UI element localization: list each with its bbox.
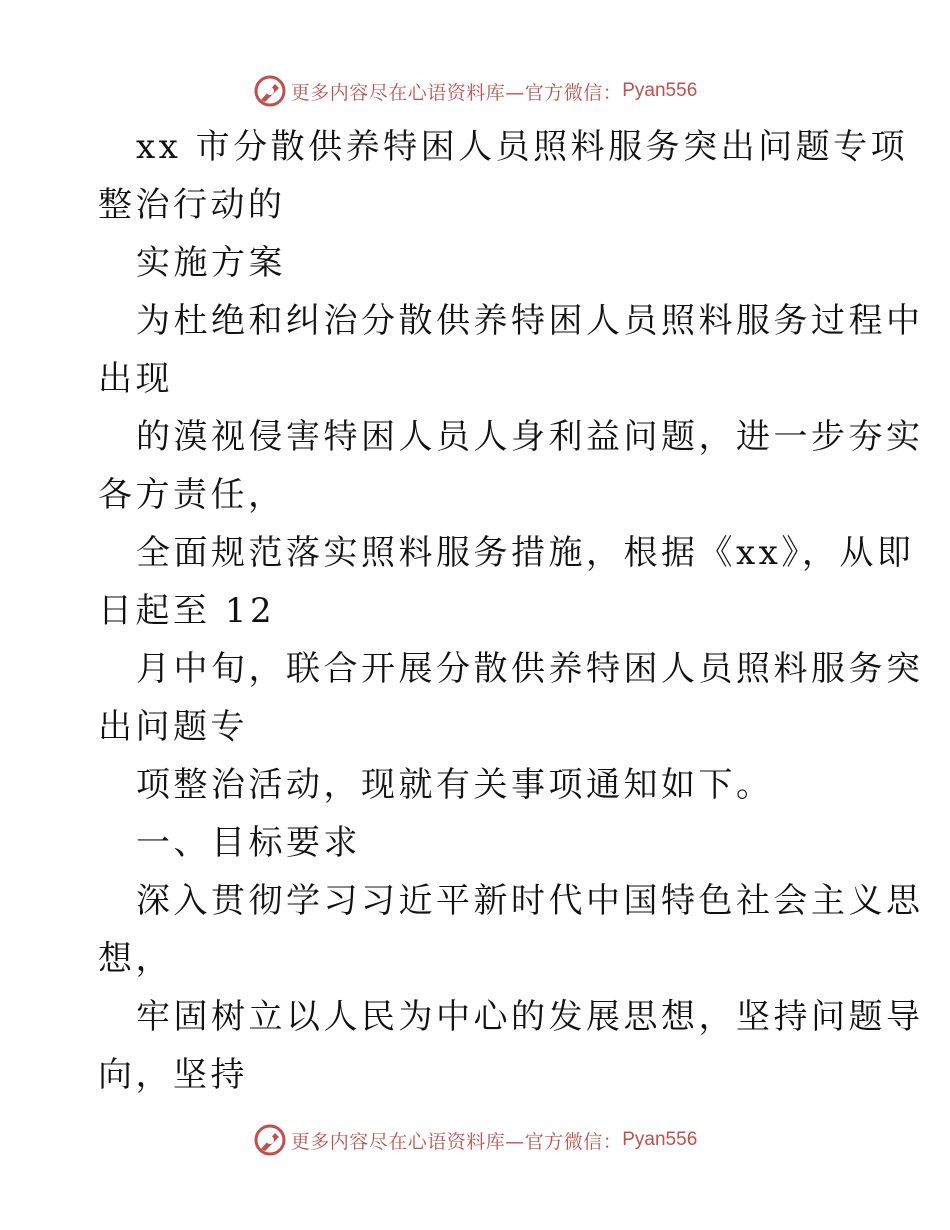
paragraph-line: 向，坚持 [98,1055,248,1095]
paragraph-line: 日起至 12 [98,591,276,631]
paragraph-line: 的漠视侵害特困人员人身利益问题，进一步夯实 [136,417,924,457]
header-watermark [0,71,950,111]
paragraph-line: 各方责任， [98,475,286,515]
paragraph-line: 月中旬，联合开展分散供养特困人员照料服务突 [136,649,924,689]
document-subtitle: 实施方案 [136,243,286,283]
paragraph-line: 为杜绝和纠治分散供养特困人员照料服务过程中 [136,301,924,341]
document-title-line-2: 整治行动的 [98,185,286,225]
paragraph-line: 全面规范落实照料服务措施，根据《xx》，从即 [136,533,915,573]
document-title-line-1: xx 市分散供养特困人员照料服务突出问题专项 [136,127,909,167]
paragraph-line: 牢固树立以人民为中心的发展思想，坚持问题导 [136,997,924,1037]
paragraph-line: 出现 [98,359,173,399]
footer-watermark [0,1120,950,1160]
watermark-wechat-id: Pyan556 [622,80,698,101]
paragraph-line: 想， [98,939,173,979]
paragraph-line: 项整治活动，现就有关事项通知如下。 [136,765,774,805]
watermark-text: 更多内容尽在心语资料库—官方微信： [290,1130,623,1153]
pen-logo-icon [253,1123,287,1157]
section-heading: 一、目标要求 [136,823,361,863]
pen-logo-icon [253,74,287,108]
paragraph-line: 深入贯彻学习习近平新时代中国特色社会主义思 [136,881,924,921]
watermark-wechat-id: Pyan556 [622,1129,698,1150]
watermark-text: 更多内容尽在心语资料库—官方微信： [290,81,623,104]
paragraph-line: 出问题专 [98,707,248,747]
